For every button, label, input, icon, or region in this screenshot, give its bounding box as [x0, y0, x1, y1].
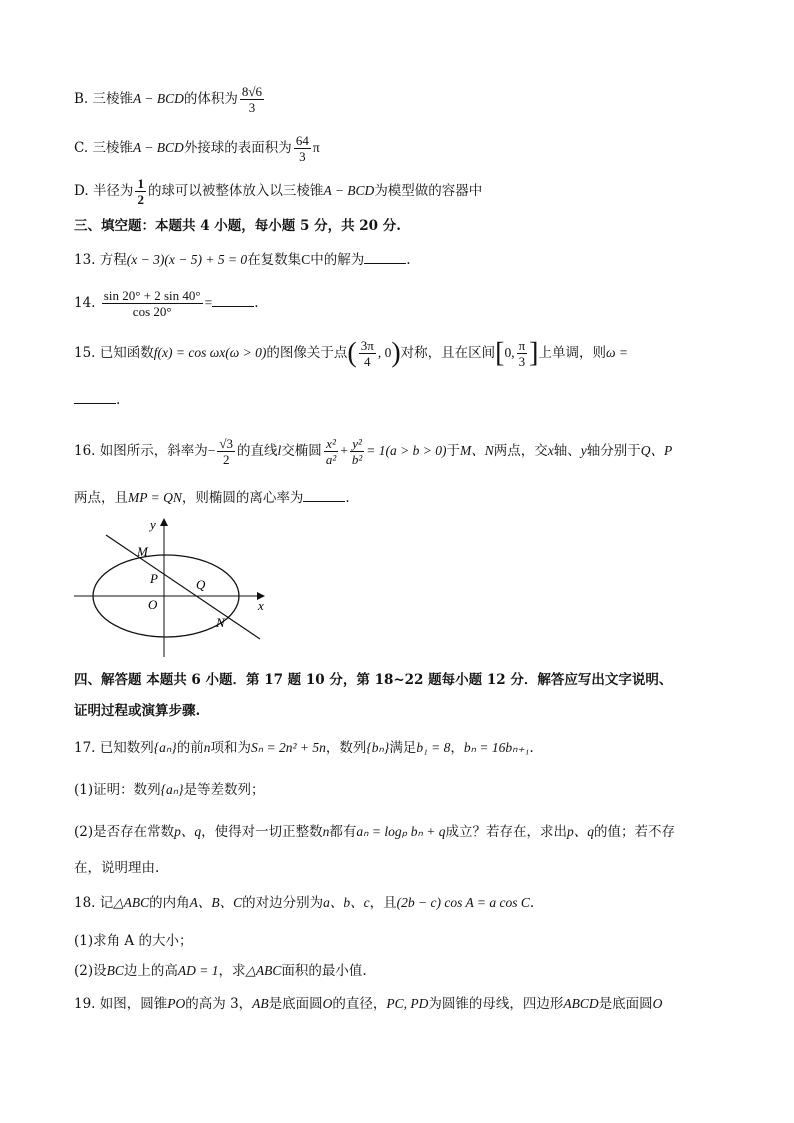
question-16-cont: 两点，且MP = QN，则椭圆的离心率为 .: [74, 490, 350, 506]
question-18-part1: (1)求角 A 的大小；: [74, 933, 193, 949]
option-label: B.: [74, 91, 89, 107]
label-o: O: [148, 597, 158, 612]
question-17-part1: (1)证明：数列{aₙ}是等差数列；: [74, 782, 265, 798]
question-15: 15. 已知函数f(x) = cos ωx(ω > 0)的图像关于点( $\frac{3\pi}{4}$ , 0)对称，且在区间[0, $\frac{\pi}{3}$ ]上单调，则ω =: [74, 337, 629, 369]
label-p: P: [150, 571, 158, 586]
fraction: $\frac{\pi}{3}$: [518, 338, 526, 369]
question-17-part2-cont: 在，说明理由.: [74, 860, 160, 876]
fraction: $\frac{3\pi}{4}$: [360, 338, 374, 369]
question-18: 18. 记△ABC的内角A、B、C的对边分别为a、b、c，且(2b − c) cos A = a cos C.: [74, 895, 535, 911]
answer-blank[interactable]: [212, 294, 254, 307]
fraction: $\frac{√3}{2}$: [219, 436, 234, 467]
answer-blank[interactable]: [364, 251, 406, 264]
option-b: B. 三棱锥A − BCD的体积为 $\frac{8√6}{3}$: [74, 84, 263, 115]
label-n: N: [216, 615, 225, 630]
question-15-answer: .: [74, 390, 120, 410]
label-q: Q: [196, 577, 206, 592]
label-y: y: [150, 517, 156, 532]
fraction: $\frac{1}{2}$: [137, 176, 144, 207]
question-17: 17. 已知数列{aₙ}的前n项和为Sₙ = 2n² + 5n，数列{bₙ}满足b₁ = 8，bₙ = 16bₙ₊₁.: [74, 740, 534, 756]
label-m: M: [137, 544, 148, 559]
section-heading: 四、解答题 本题共 6 小题．第 17 题 10 分，第 18~22 题每小题 12 分．解答应写出文字说明、: [74, 672, 673, 688]
section-heading-cont: 证明过程或演算步骤.: [74, 703, 201, 719]
fraction: $\frac{\text{y²}}{\text{b²}}$: [351, 436, 363, 467]
answer-blank[interactable]: [303, 489, 345, 502]
option-d: D. 半径为 $\frac{1}{2}$ 的球可以被整体放入以三棱锥A − BCD为模型做的容器中: [74, 176, 483, 207]
fraction: $\frac{64}{3}$: [295, 133, 309, 164]
question-17-part2: (2)是否存在常数p、q，使得对一切正整数n都有aₙ = logₚ bₙ + q成立？若存在，求出p、q的值；若不存: [74, 824, 676, 840]
fraction: $\frac{8√6}{3}$: [241, 84, 263, 115]
fraction: $\frac{\text{x²}}{\text{a²}}$: [325, 436, 337, 467]
question-19: 19. 如图，圆锥PO的高为 3，AB是底面圆O的直径，PC, PD为圆锥的母线，四边形ABCD是底面圆O: [74, 996, 663, 1012]
fraction: $\frac{\sin 20^\circ + 2 \sin 40^\circ}{\cos 20^\circ}$: [103, 288, 201, 319]
answer-blank[interactable]: [74, 391, 116, 404]
label-x: x: [258, 598, 264, 613]
question-13: 13. 方程(x − 3)(x − 5) + 5 = 0在复数集C中的解为 .: [74, 252, 411, 268]
section-heading: 三、填空题：本题共 4 小题，每小题 5 分，共 20 分.: [74, 218, 401, 234]
question-18-part2: (2)设BC边上的高AD = 1，求△ABC面积的最小值.: [74, 963, 367, 979]
option-c: C. 三棱锥A − BCD外接球的表面积为 $\frac{64}{3}$ π: [74, 133, 320, 164]
question-14: 14. $\frac{\sin 20^\circ + 2 \sin 40^\circ}{\cos 20^\circ}$ = .: [74, 288, 259, 319]
question-16: 16. 如图所示，斜率为− $\frac{√3}{2}$ 的直线l交椭圆 $\frac{\text{x²}}{\text{a²}}$ + $\frac{\text{y²}}{\text{b²}}$ = 1(a > b > 0)于M、N两点，交x轴、y轴分别于Q、P: [74, 436, 673, 467]
ellipse-figure: [70, 515, 275, 665]
